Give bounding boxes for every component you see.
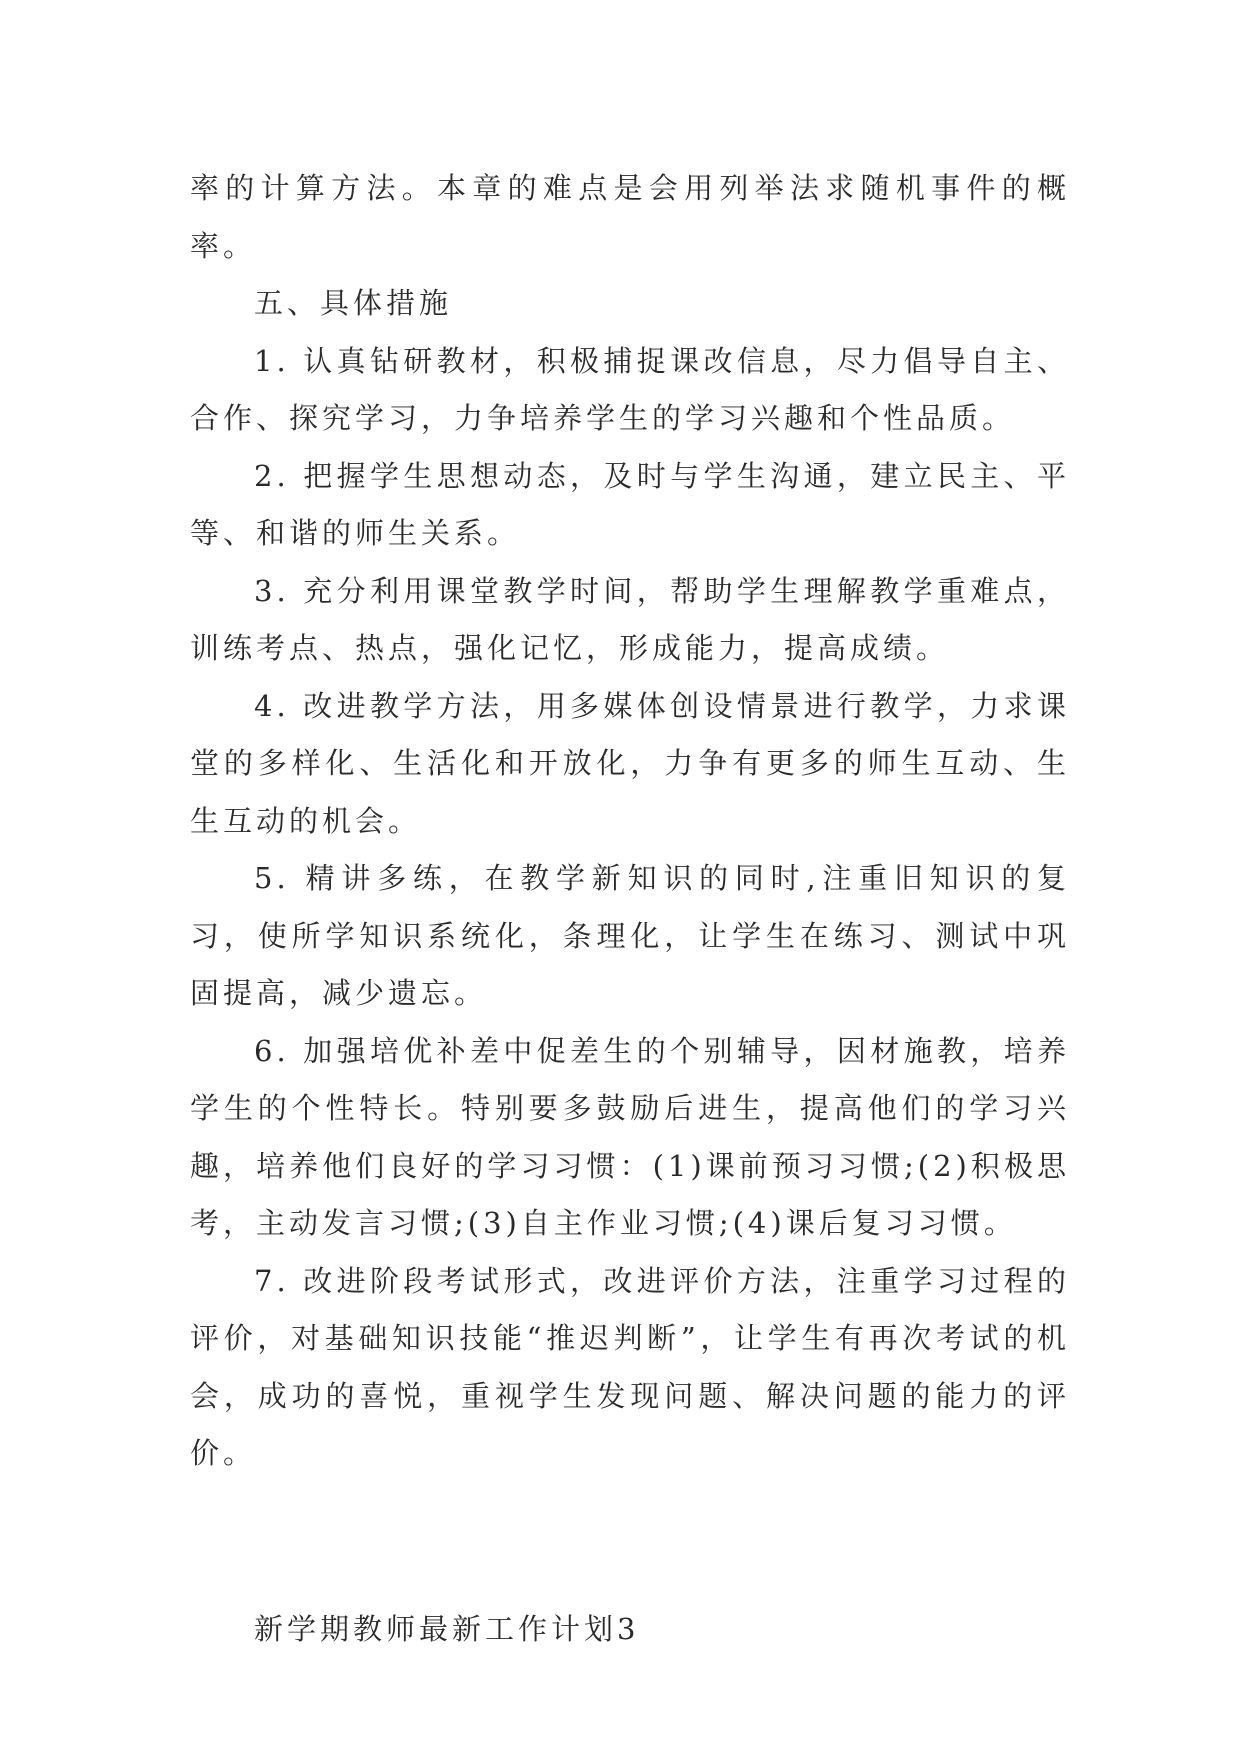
section-heading: 五、具体措施 xyxy=(254,286,453,320)
measure-3: 3. 充分利用课堂教学时间，帮助学生理解教学重难点，训练考点、热点，强化记忆，形成能力，提高成绩。 xyxy=(190,573,1070,665)
measure-6: 6. 加强培优补差中促差生的个别辅导，因材施教，培养学生的个性特长。特别要多鼓励后进生，提高他们的学习兴趣，培养他们良好的学习习惯：(1)课前预习习惯;(2)积极思考，主动发言习惯;(3)自主作业习惯;(4)课后复习习惯。 xyxy=(190,1033,1070,1240)
measure-1: 1. 认真钻研教材，积极捕捉课改信息，尽力倡导自主、合作、探究学习，力争培养学生的学习兴趣和个性品质。 xyxy=(190,343,1070,435)
measure-7: 7. 改进阶段考试形式，改进评价方法，注重学习过程的评价，对基础知识技能“推迟判断”，让学生有再次考试的机会，成功的喜悦，重视学生发现问题、解决问题的能力的评价。 xyxy=(190,1263,1070,1470)
measure-2: 2. 把握学生思想动态，及时与学生沟通，建立民主、平等、和谐的师生关系。 xyxy=(190,458,1070,550)
section-gap xyxy=(190,1483,1070,1601)
measure-4: 4. 改进教学方法，用多媒体创设情景进行教学，力求课堂的多样化、生活化和开放化，力争有更多的师生互动、生生互动的机会。 xyxy=(190,688,1070,838)
body-text xyxy=(190,160,1070,1658)
next-section-title: 新学期教师最新工作计划3 xyxy=(254,1611,640,1646)
measure-5: 5. 精讲多练，在教学新知识的同时,注重旧知识的复习，使所学知识系统化，条理化，让学生在练习、测试中巩固提高，减少遗忘。 xyxy=(190,861,1070,1010)
continuation-paragraph: 率的计算方法。本章的难点是会用列举法求随机事件的概率。 xyxy=(190,171,1070,263)
